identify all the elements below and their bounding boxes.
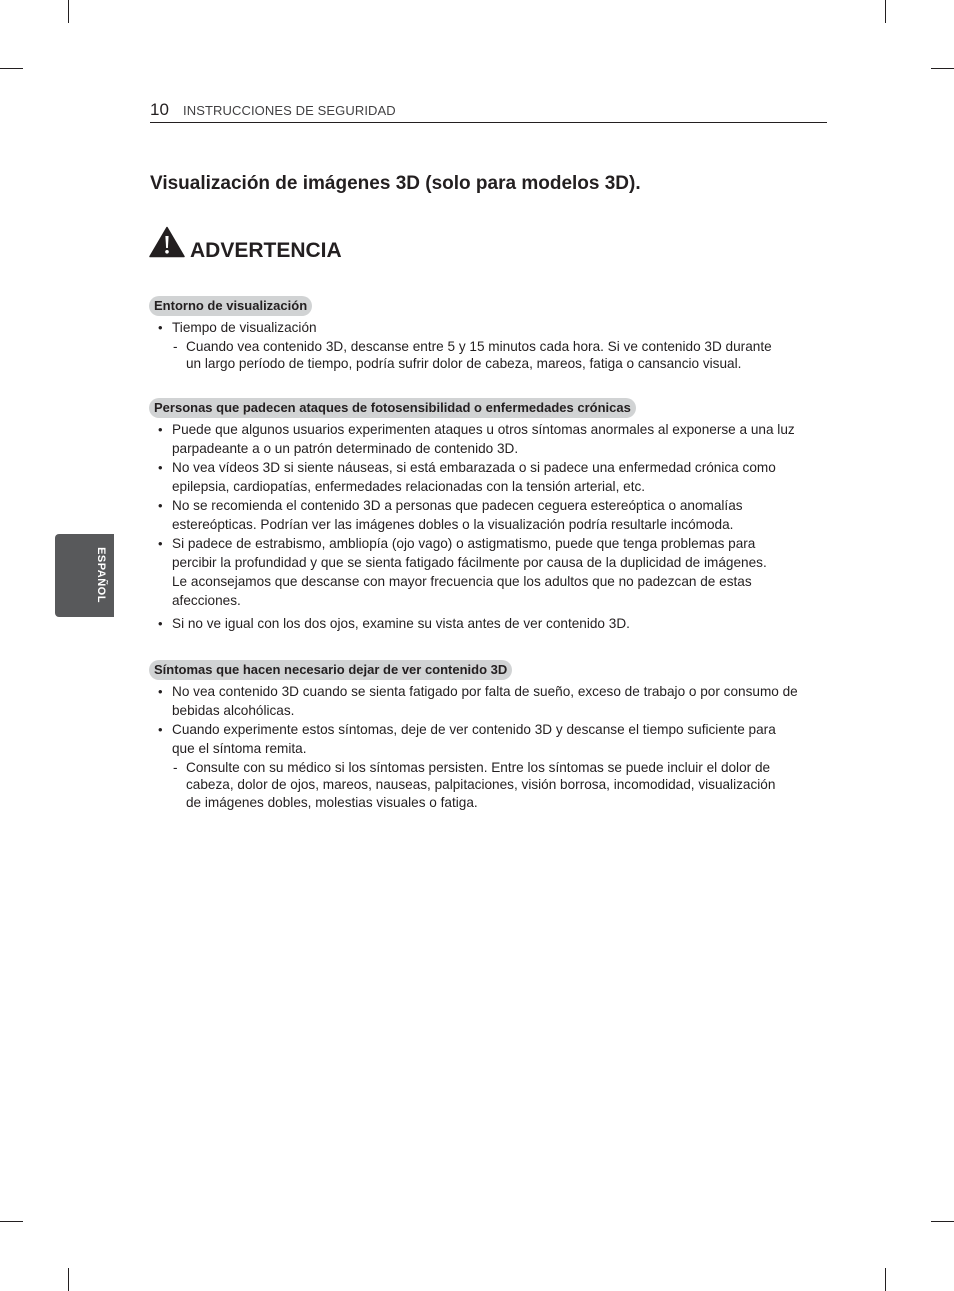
list-item-text: No vea vídeos 3D si siente náuseas, si está embarazada o si padece una enfermedad crónica como [172,460,776,475]
sub-item-text: un largo período de tiempo, podría sufrir dolor de cabeza, mareos, fatiga o cansancio visual. [186,356,742,371]
running-title: INSTRUCCIONES DE SEGURIDAD [183,103,396,118]
list-item-text: Cuando experimente estos síntomas, deje de ver contenido 3D y descanse el tiempo suficiente para [172,722,776,737]
bullet: • [158,460,163,475]
list-item-text: epilepsia, cardiopatías, enfermedades relacionadas con la tensión arterial, etc. [172,479,646,494]
list-item-text: bebidas alcohólicas. [172,703,295,718]
list-item-text: percibir la profundidad y que se sienta fatigado fácilmente por causa de la duplicidad de imágenes. [172,555,767,570]
bullet: • [158,684,163,699]
crop-mark [68,1268,69,1291]
dash: - [173,339,178,354]
list-item-text: Si no ve igual con los dos ojos, examine su vista antes de ver contenido 3D. [172,616,630,631]
sub-item-text: Cuando vea contenido 3D, descanse entre 5 y 15 minutos cada hora. Si ve contenido 3D durante [186,339,772,354]
bullet: • [158,498,163,513]
warning-triangle-icon [149,226,185,258]
section-title: Visualización de imágenes 3D (solo para modelos 3D). [150,173,641,194]
bullet: • [158,616,163,631]
language-side-tab-label: ESPAÑOL [95,547,107,603]
list-item-text: afecciones. [172,593,241,608]
list-item-text: Tiempo de visualización [172,320,317,335]
list-item-text: No se recomienda el contenido 3D a personas que padecen ceguera estereóptica o anomalías [172,498,743,513]
subsection-heading: Entorno de visualización [149,296,312,316]
crop-mark [885,1268,886,1291]
dash: - [173,760,178,775]
warning-title: ADVERTENCIA [190,239,342,262]
list-item-text: No vea contenido 3D cuando se sienta fatigado por falta de sueño, exceso de trabajo o por consumo de [172,684,798,699]
sub-item-text: Consulte con su médico si los síntomas persisten. Entre los síntomas se puede incluir el dolor de [186,760,771,775]
sub-item-text: cabeza, dolor de ojos, mareos, nauseas, palpitaciones, visión borrosa, incomodidad, visualización [186,777,776,792]
sub-item-text: de imágenes dobles, molestias visuales o fatiga. [186,795,478,810]
subsection-heading: Personas que padecen ataques de fotosensibilidad o enfermedades crónicas [149,398,636,418]
crop-mark [68,0,69,23]
bullet: • [158,536,163,551]
crop-mark [0,1221,23,1222]
crop-mark [885,0,886,23]
list-item-text: Puede que algunos usuarios experimenten ataques u otros síntomas anormales al exponerse a una luz [172,422,795,437]
bullet: • [158,722,163,737]
crop-mark [931,1221,954,1222]
crop-mark [0,68,23,69]
list-item-text: que el síntoma remita. [172,741,307,756]
list-item-text: estereópticas. Podrían ver las imágenes dobles o la visualización podría resultarle incómoda. [172,517,734,532]
list-item-text: parpadeante a o un patrón determinado de contenido 3D. [172,441,519,456]
list-item-text: Le aconsejamos que descanse con mayor frecuencia que los adultos que no padezcan de estas [172,574,752,589]
page-number: 10 [150,100,169,119]
page-header [150,100,827,123]
subsection-heading: Síntomas que hacen necesario dejar de ver contenido 3D [149,660,512,680]
bullet: • [158,320,163,335]
bullet: • [158,422,163,437]
list-item-text: Si padece de estrabismo, ambliopía (ojo vago) o astigmatismo, puede que tenga problemas para [172,536,756,551]
crop-mark [931,68,954,69]
